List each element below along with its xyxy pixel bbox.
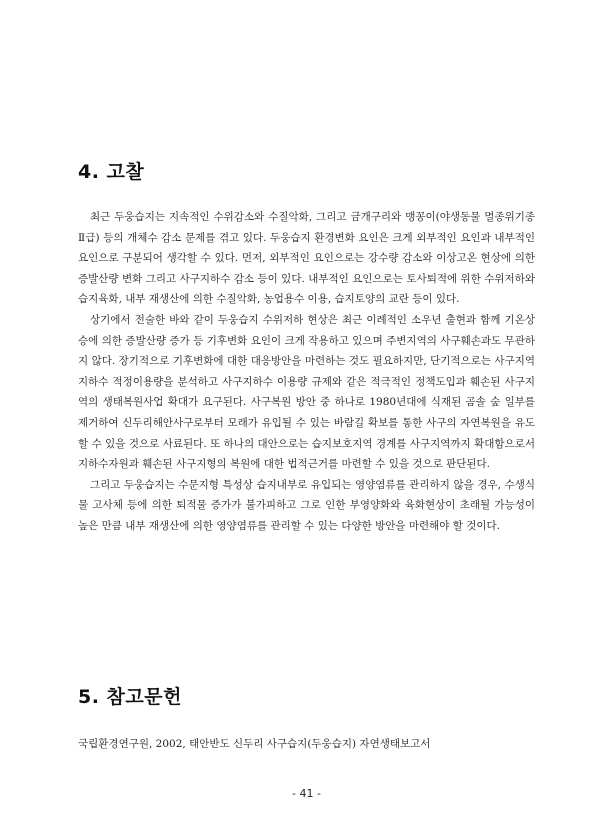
page-number: - 41 -	[292, 787, 321, 800]
section-4-heading: 4. 고찰	[78, 161, 145, 183]
paragraph-2: 상기에서 전술한 바와 같이 두웅습지 수위저하 현상은 최근 이례적인 소우년 출현과 함께 기온상승에 의한 증발산량 증가 등 기후변화 요인이 크게 작용하고 있으며 주변지역의 사구훼손과도 무관하지 않다. 장기적으로 기후변화에 대한 대응방안을 마련하는 것도 필요하지만, 단기적으로는 사구지역 지하수 적정이용량을 분석하고 사구지하수 이용량 규제와 같은 적극적인 정책도입과 훼손된 사구지역의 생태복원사업 확대가 요구된다. 사구복원 방안 중 하나로 1980년대에 식재된 곰솔 숲 일부를 제거하여 신두리해안사구로부터 모래가 유입될 수 있는 바람길 확보를 통한 사구의 자연복원을 유도할 수 있을 것으로 사료된다. 또 하나의 대안으로는 습지보호지역 경계를 사구지역까지 확대함으로서 지하수자원과 훼손된 사구지형의 복원에 대한 법적근거를 마련할 수 있을 것으로 판단된다.	[78, 313, 535, 471]
section-5-heading: 5. 참고문헌	[78, 686, 182, 708]
paragraph-1: 최근 두웅습지는 지속적인 수위감소와 수질악화, 그리고 금개구리와 맹꽁이(야생동물 멸종위기종 Ⅱ급) 등의 개체수 감소 문제를 겪고 있다. 두웅습지 환경변화 요인은 크게 외부적인 요인과 내부적인 요인으로 구분되어 생각할 수 있다. 먼저, 외부적인 요인으로는 강수량 감소와 이상고온 현상에 의한 증발산량 변화 그리고 사구지하수 감소 등이 있다. 내부적인 요인으로는 토사퇴적에 위한 수위저하와 습지육화, 내부 재생산에 의한 수질악화, 농업용수 이용, 습지토양의 교란 등이 있다.	[78, 211, 535, 306]
reference-item: 국립환경연구원, 2002, 태안반도 신두리 사구습지(두웅습지) 자연생태보고서	[78, 738, 431, 750]
paragraph-3: 그리고 두웅습지는 수문지형 특성상 습지내부로 유입되는 영양염류를 관리하지 않을 경우, 수생식물 고사체 등에 의한 퇴적물 증가가 불가피하고 그로 인한 부영양화와 육화현상이 초래될 가능성이 높은 만큼 내부 재생산에 의한 영양염류를 관리할 수 있는 다양한 방안을 마련해야 할 것이다.	[78, 478, 535, 532]
section-4-body	[78, 207, 535, 537]
